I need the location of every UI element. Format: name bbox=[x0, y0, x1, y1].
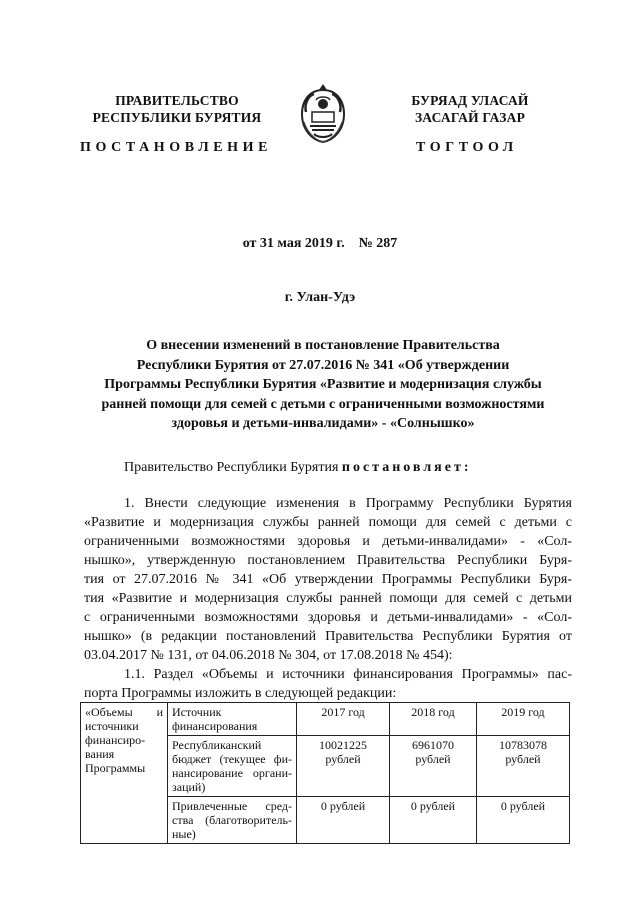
value-line: 0 рублей bbox=[500, 799, 546, 813]
paragraph-line: тия от 27.07.2016 № 341 «Об утверждении Программы Республики Буря- bbox=[84, 572, 572, 587]
date-and-number: от 31 мая 2019 г. № 287 bbox=[242, 236, 398, 251]
document-title bbox=[80, 336, 566, 434]
paragraph-line: «Развитие и модернизация службы ранней помощи для семей с детьми с bbox=[84, 515, 572, 530]
source-line: ства (благотворитель- bbox=[172, 813, 292, 827]
preamble-text: Правительство Республики Бурятия bbox=[124, 460, 342, 475]
value-cell bbox=[390, 736, 477, 797]
source-line: ные) bbox=[172, 827, 196, 841]
paragraph-line: ограниченными возможностями здоровья и детьми-инвалидами» - «Сол- bbox=[84, 534, 572, 549]
label-line: Программы bbox=[85, 761, 146, 775]
source-cell bbox=[168, 736, 297, 797]
source-line: нансирование органи- bbox=[172, 766, 292, 780]
value-line: рублей bbox=[505, 752, 541, 766]
preamble-emphasis: постановляет: bbox=[341, 460, 472, 475]
value-line: 6961070 bbox=[411, 738, 454, 752]
header-source-cell bbox=[168, 703, 297, 736]
label-line: финансиро- bbox=[85, 733, 146, 747]
title-line: здоровья и детьми-инвалидами» - «Солнышко» bbox=[171, 416, 475, 431]
header-source-line: Источник bbox=[172, 705, 222, 719]
source-cell bbox=[168, 797, 297, 844]
label-line: источники bbox=[85, 719, 139, 733]
paragraph-line: нышко», утвержденную постановлением Правительства Республики Буря- bbox=[84, 553, 572, 568]
paragraph-line: нышко» (в редакции постановлений Правительства Республики Бурятия от bbox=[84, 629, 572, 644]
source-line: Республиканский bbox=[172, 738, 262, 752]
paragraph-1 bbox=[84, 494, 572, 665]
paragraph-line: 1.1. Раздел «Объемы и источники финансирования Программы» пас- bbox=[124, 667, 572, 682]
city: г. Улан-Удэ bbox=[284, 290, 356, 305]
value-cell bbox=[297, 736, 390, 797]
header-year-2017: 2017 год bbox=[297, 703, 390, 736]
value-line: 10783078 bbox=[498, 738, 547, 752]
source-line: Привлеченные сред- bbox=[172, 799, 292, 813]
header-year-2019: 2019 год bbox=[476, 703, 569, 736]
header-year-2018: 2018 год bbox=[390, 703, 477, 736]
issuer-name-buryat bbox=[375, 92, 565, 126]
republic-emblem-icon bbox=[298, 82, 348, 144]
label-line: вания bbox=[85, 747, 115, 761]
value-cell bbox=[476, 736, 569, 797]
paragraph-line: порта Программы изложить в следующей редакции: bbox=[84, 686, 397, 701]
paragraph-line: тия «Развитие и модернизация службы ранней помощи для семей с детьми bbox=[84, 591, 572, 606]
financing-table bbox=[80, 702, 570, 844]
table-label-cell bbox=[81, 703, 168, 844]
issuer-buryat-line-1: БУРЯАД УЛАСАЙ bbox=[411, 93, 529, 108]
paragraph-line: 1. Внести следующие изменения в Программу Республики Бурятия bbox=[124, 496, 572, 511]
value-line: 0 рублей bbox=[410, 799, 456, 813]
paragraph-line: 03.04.2017 № 131, от 04.06.2018 № 304, от 17.08.2018 № 454): bbox=[84, 648, 453, 663]
value-cell bbox=[390, 797, 477, 844]
value-line: 10021225 bbox=[319, 738, 368, 752]
issuer-name-russian bbox=[82, 92, 272, 126]
title-line: ранней помощи для семей с детьми с ограниченными возможностями bbox=[101, 396, 545, 412]
title-line: О внесении изменений в постановление Правительства bbox=[146, 338, 500, 353]
doctype-russian: ПОСТАНОВЛЕНИЕ bbox=[80, 140, 273, 155]
value-line: 0 рублей bbox=[320, 799, 366, 813]
label-line: «Объемы и bbox=[85, 705, 163, 719]
value-cell bbox=[476, 797, 569, 844]
doctype-buryat: ТОГТООЛ bbox=[416, 140, 518, 155]
issuer-line-1: ПРАВИТЕЛЬСТВО bbox=[115, 93, 239, 108]
title-line: Республики Бурятия от 27.07.2016 № 341 «Об утверждении bbox=[136, 357, 510, 373]
paragraph-line: с ограниченными возможностями здоровья и детьми-инвалидами» - «Сол- bbox=[84, 610, 572, 625]
preamble bbox=[84, 458, 572, 477]
issuer-line-2: РЕСПУБЛИКИ БУРЯТИЯ bbox=[92, 110, 262, 125]
source-line: заций) bbox=[172, 780, 206, 794]
value-line: рублей bbox=[415, 752, 451, 766]
table-row bbox=[81, 703, 570, 736]
issuer-buryat-line-2: ЗАСАГАЙ ГАЗАР bbox=[414, 110, 526, 125]
title-line: Программы Республики Бурятия «Развитие и модернизация службы bbox=[104, 377, 542, 392]
source-line: бюджет (текущее фи- bbox=[172, 752, 292, 766]
header-source-line: финансирования bbox=[172, 719, 258, 733]
value-cell bbox=[297, 797, 390, 844]
paragraph-2 bbox=[84, 665, 572, 703]
value-line: рублей bbox=[325, 752, 361, 766]
